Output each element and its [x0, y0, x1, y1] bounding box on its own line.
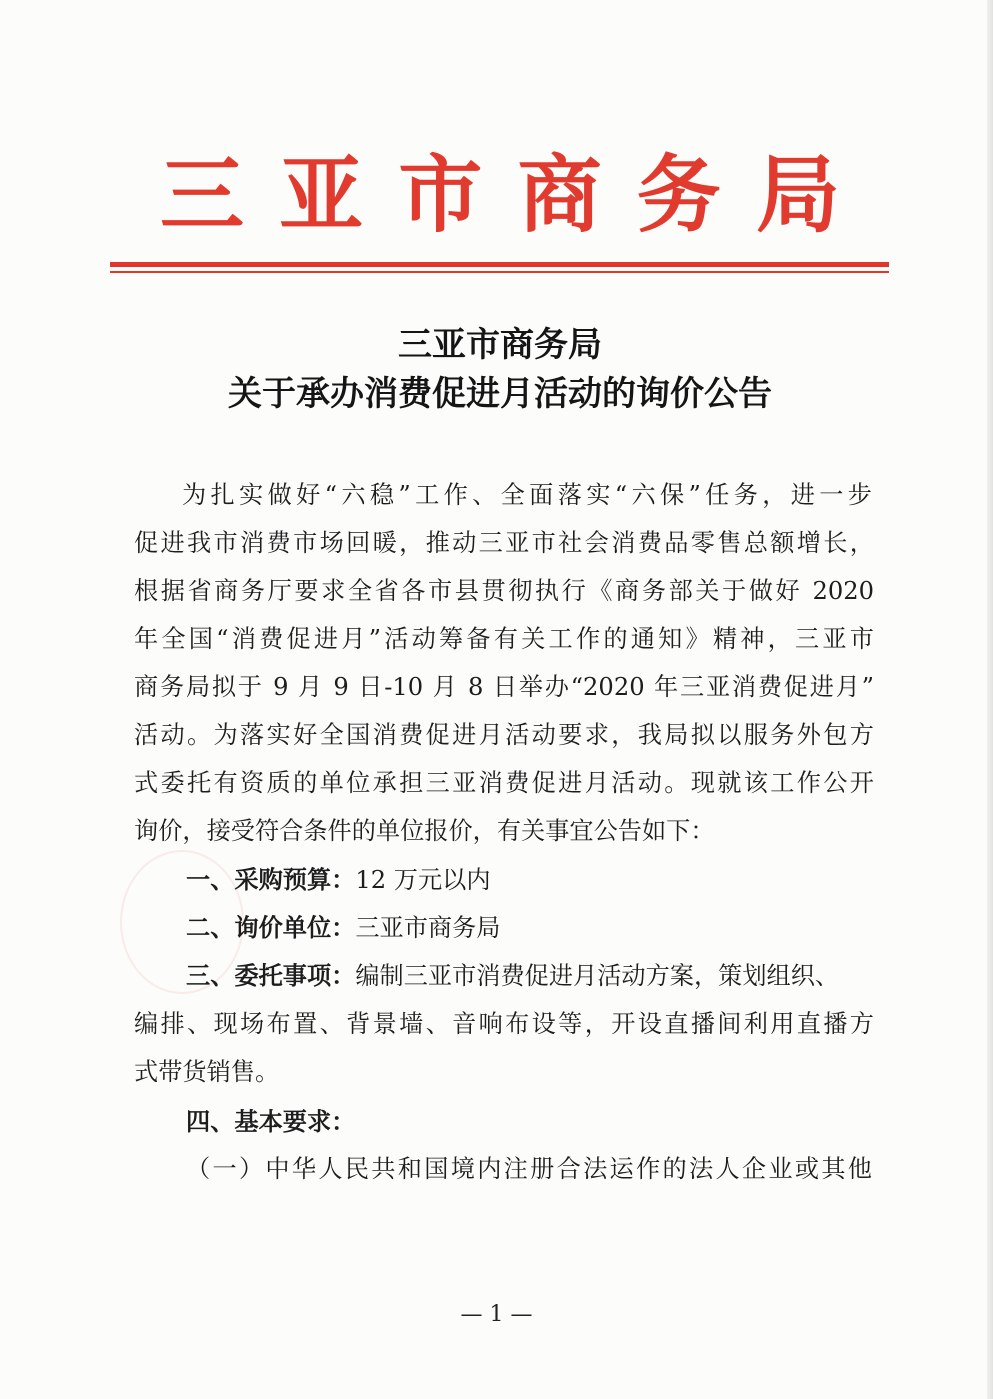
letterhead-divider-thick [110, 262, 889, 267]
paragraph-line: 促进我市消费市场回暖，推动三亚市社会消费品零售总额增长， [134, 529, 874, 557]
item-value: 编制三亚市消费促进月活动方案，策划组织、 [355, 962, 840, 990]
item-inquiry-unit [186, 913, 926, 942]
item-basic-requirements: 四、基本要求： [186, 1107, 356, 1136]
letterhead-char: 务 [636, 145, 721, 244]
item-budget [186, 865, 926, 894]
letterhead-char: 市 [398, 145, 483, 244]
page-number: — 1 — [460, 1302, 533, 1327]
letterhead-divider-thin [110, 271, 889, 273]
document-title-line1: 三亚市商务局 [398, 325, 602, 365]
paragraph-line: 式委托有资质的单位承担三亚消费促进月活动。现就该工作公开 [134, 769, 874, 797]
item-value: 三亚市商务局 [355, 914, 501, 942]
item-label: 一、采购预算： [186, 865, 356, 894]
paragraph-line: 年全国“消费促进月”活动筹备有关工作的通知》精神，三亚市 [134, 625, 874, 653]
letterhead-char: 商 [517, 145, 602, 244]
letterhead-char: 三 [160, 145, 245, 244]
item-entrusted-matters [186, 961, 926, 990]
scan-edge [987, 0, 993, 1399]
paragraph-line: 为扎实做好“六稳”工作、全面落实“六保”任务，进一步 [182, 481, 872, 509]
letterhead-char: 亚 [279, 145, 364, 244]
item-label: 二、询价单位： [186, 913, 356, 942]
paragraph-line: 活动。为落实好全国消费促进月活动要求，我局拟以服务外包方 [134, 721, 874, 749]
paragraph-line: （一）中华人民共和国境内注册合法运作的法人企业或其他 [186, 1155, 872, 1183]
paragraph-line: 根据省商务厅要求全省各市县贯彻执行《商务部关于做好 2020 [134, 577, 874, 605]
item-value: 12 万元以内 [355, 866, 491, 894]
paragraph-line: 编排、现场布置、背景墙、音响布设等，开设直播间利用直播方 [134, 1010, 874, 1038]
document-title-line2: 关于承办消费促进月活动的询价公告 [228, 374, 772, 414]
letterhead-char: 局 [755, 145, 840, 244]
paragraph-line: 式带货销售。 [134, 1058, 280, 1086]
item-label: 三、委托事项： [186, 961, 356, 990]
paragraph-line: 商务局拟于 9 月 9 日-10 月 8 日举办“2020 年三亚消费促进月” [134, 673, 874, 701]
paragraph-line: 询价，接受符合条件的单位报价，有关事宜公告如下： [134, 817, 715, 845]
letterhead-title [110, 140, 890, 250]
